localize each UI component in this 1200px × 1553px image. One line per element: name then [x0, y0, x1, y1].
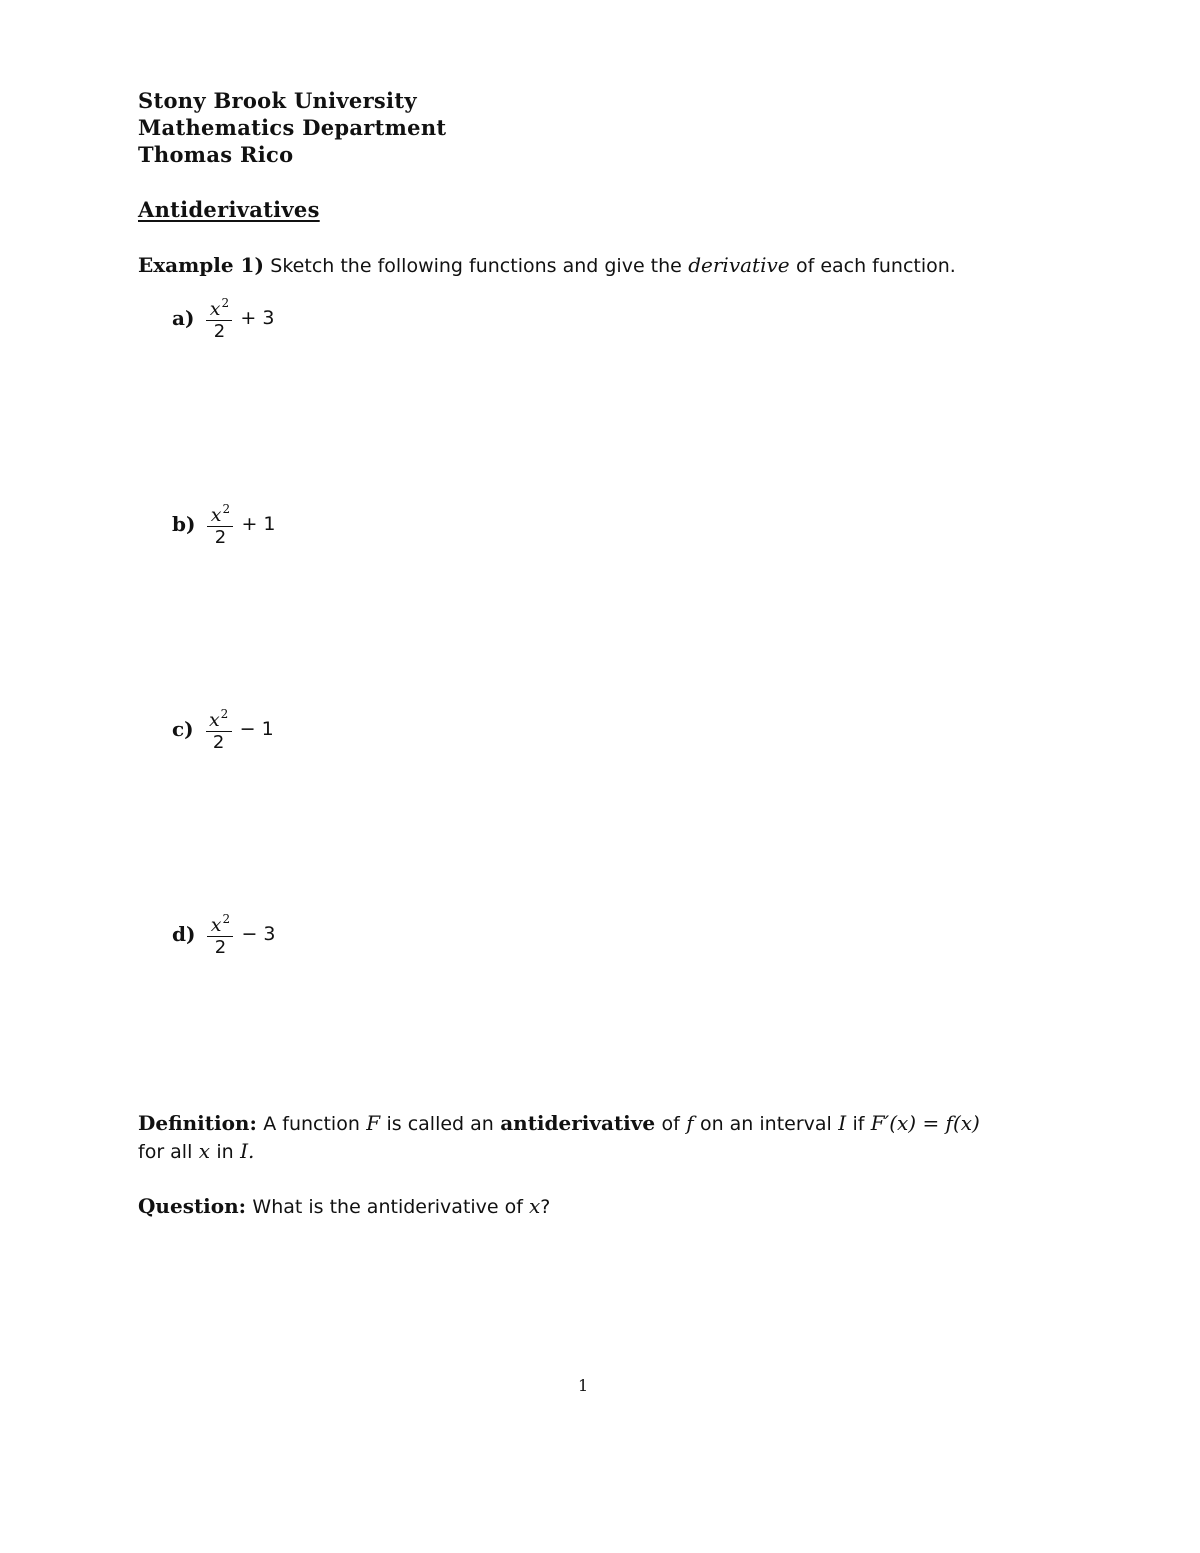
definition-line-2	[138, 1139, 254, 1163]
definition-text: for all	[138, 1141, 193, 1163]
var-f: f	[686, 1111, 694, 1135]
problem-item-b	[172, 498, 276, 549]
denominator: 2	[212, 732, 225, 753]
definition-text: A function	[263, 1113, 360, 1135]
item-label: b)	[172, 511, 196, 536]
example-label: Example 1)	[138, 253, 264, 277]
denominator: 2	[214, 937, 227, 958]
exponent: 2	[222, 502, 231, 516]
var-I: I.	[240, 1139, 255, 1163]
exponent: 2	[220, 707, 229, 721]
var-x: x	[198, 1139, 211, 1163]
numerator: x	[208, 709, 220, 731]
question-var: x	[528, 1194, 541, 1218]
university-name: Stony Brook University	[138, 88, 417, 113]
var-I: I	[838, 1111, 847, 1135]
question-line	[138, 1194, 550, 1218]
fraction	[207, 908, 233, 959]
page-title: Antiderivatives	[138, 197, 320, 222]
definition-formula: F′(x) = f(x)	[870, 1111, 980, 1135]
department-name: Mathematics Department	[138, 115, 447, 140]
example-text-before: Sketch the following functions and give the	[270, 255, 682, 277]
question-text: What is the antiderivative of	[252, 1196, 523, 1218]
constant-term: − 1	[239, 717, 274, 740]
exponent: 2	[222, 912, 231, 926]
denominator: 2	[213, 321, 226, 342]
numerator: x	[210, 504, 222, 526]
item-label: c)	[172, 716, 194, 741]
question-label: Question:	[138, 1194, 247, 1218]
exponent: 2	[221, 296, 230, 310]
definition-text: of	[661, 1113, 680, 1135]
item-label: a)	[172, 305, 195, 330]
fraction	[207, 498, 233, 549]
constant-term: + 3	[240, 306, 275, 329]
denominator: 2	[214, 527, 227, 548]
fraction	[206, 703, 232, 754]
example-text-after: of each function.	[795, 255, 956, 277]
fraction	[206, 292, 232, 343]
numerator: x	[209, 298, 221, 320]
definition-line-1	[138, 1111, 980, 1135]
problem-item-c	[172, 703, 274, 754]
example-emphasis: derivative	[688, 253, 790, 277]
numerator: x	[210, 914, 222, 936]
definition-text: on an interval	[699, 1113, 832, 1135]
definition-text: in	[216, 1141, 234, 1163]
problem-item-a	[172, 292, 274, 343]
definition-label: Definition:	[138, 1111, 257, 1135]
constant-term: − 3	[241, 922, 276, 945]
author-name: Thomas Rico	[138, 142, 294, 167]
example-1-prompt	[138, 253, 956, 277]
constant-term: + 1	[241, 512, 276, 535]
question-end: ?	[540, 1196, 551, 1218]
page-number: 1	[578, 1376, 589, 1395]
problem-item-d	[172, 908, 276, 959]
definition-term: antiderivative	[500, 1111, 656, 1135]
var-F: F	[366, 1111, 381, 1135]
item-label: d)	[172, 921, 196, 946]
definition-text: if	[852, 1113, 865, 1135]
definition-text: is called an	[386, 1113, 494, 1135]
